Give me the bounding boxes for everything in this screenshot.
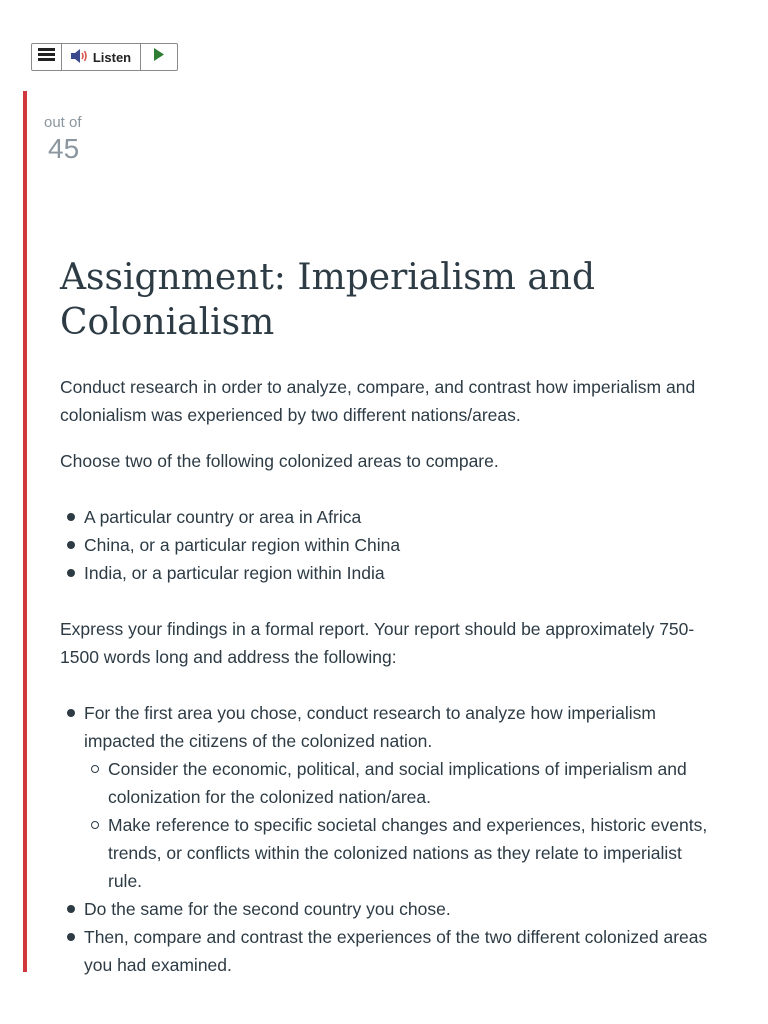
requirement-first: For the first area you chose, conduct research to analyze how imperialism impacted the citizens of the colonized nation.	[84, 703, 656, 751]
menu-icon	[38, 48, 55, 66]
list-item: Make reference to specific societal changes and experiences, historic events, trends, or conflicts within the colonized nations as they relate to imperialist rule.	[108, 811, 720, 895]
assignment-intro: Conduct research in order to analyze, compare, and contrast how imperialism and colonialism was experienced by two different nations/areas.	[60, 377, 696, 425]
list-item: Consider the economic, political, and social implications of imperialism and colonization for the colonized nation/area.	[108, 755, 720, 811]
assignment-report-instruction: Express your findings in a formal report. Your report should be approximately 750-1500 words long and address the following:	[60, 619, 695, 667]
list-item	[84, 699, 720, 895]
first-area-sublist	[84, 755, 720, 895]
assignment-content	[60, 255, 720, 997]
assignment-choose-instruction: Choose two of the following colonized areas to compare.	[60, 451, 499, 471]
area-options-list	[60, 503, 720, 587]
requirements-list	[60, 699, 720, 979]
points-label: out of	[44, 114, 82, 131]
listen-toolbar	[31, 43, 178, 71]
menu-button[interactable]	[32, 44, 62, 70]
listen-label: Listen	[92, 49, 132, 65]
listen-button[interactable]	[62, 44, 141, 70]
list-item: Do the same for the second country you chose.	[84, 895, 720, 923]
list-item: India, or a particular region within India	[84, 559, 720, 587]
assignment-accent-rule	[23, 91, 27, 972]
list-item: Then, compare and contrast the experiences of the two different colonized areas you had examined.	[84, 923, 720, 979]
play-icon	[153, 48, 165, 66]
list-item: China, or a particular region within China	[84, 531, 720, 559]
list-item: A particular country or area in Africa	[84, 503, 720, 531]
play-button[interactable]	[141, 44, 177, 70]
points-possible: 45	[48, 133, 80, 164]
assignment-title: Assignment: Imperialism and Colonialism	[60, 257, 596, 343]
speaker-icon	[71, 49, 89, 66]
